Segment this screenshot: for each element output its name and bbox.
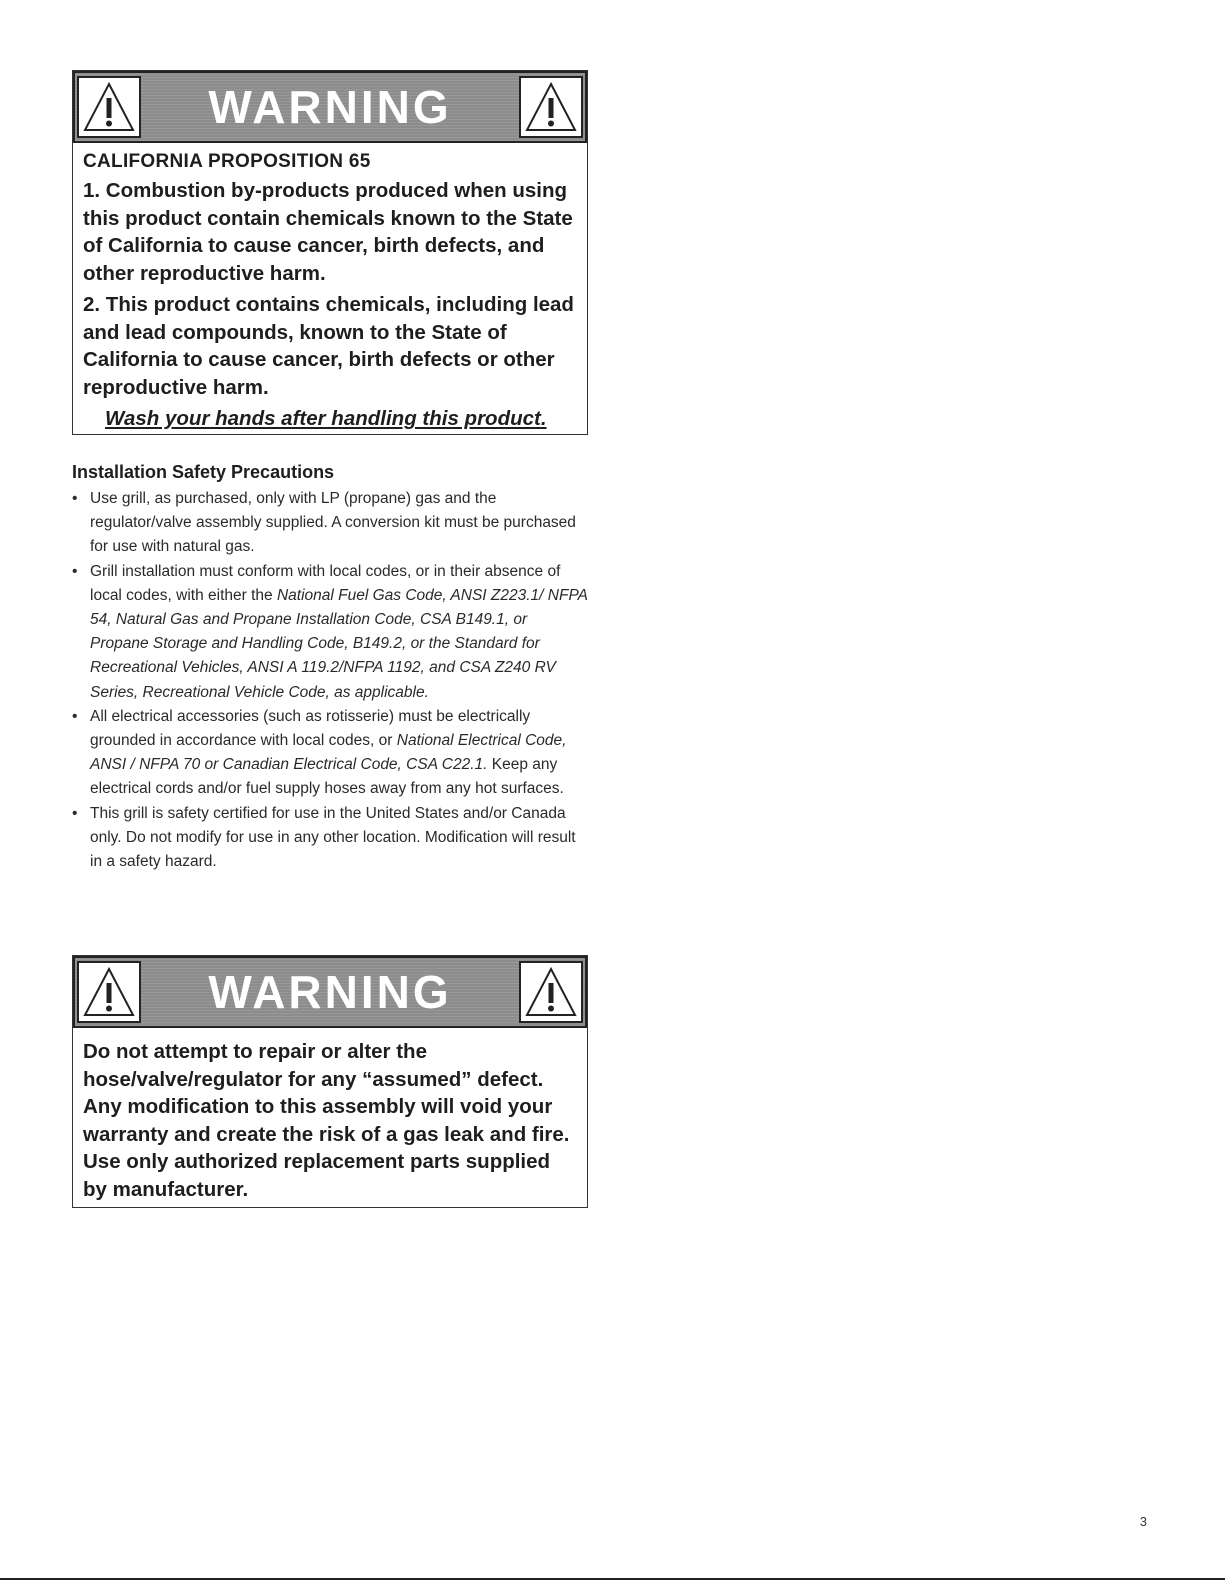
- list-item: [72, 560, 588, 705]
- list-item: [72, 802, 588, 875]
- page-number: 3: [1139, 1514, 1147, 1529]
- bullet: •: [72, 804, 78, 822]
- list-item: [72, 487, 588, 560]
- warning-triangle-icon: [519, 76, 583, 138]
- list-item-text: Keep any electrical cords and/or fuel supply hoses away from any hot surfaces.: [90, 756, 564, 798]
- warning-heading: WARNING: [208, 966, 452, 1018]
- list-item-text: All electrical accessories (such as rotisserie) must be electrically grounded in accordance with local codes, or: [90, 707, 531, 750]
- prop65-warning-box: [72, 70, 588, 435]
- page-bottom-rule: [0, 1578, 1225, 1580]
- warning-triangle-icon: [519, 961, 583, 1023]
- bullet: •: [72, 490, 78, 507]
- warning-heading: WARNING: [208, 81, 452, 133]
- list-item-text: Grill installation must conform with local codes, or in their absence of local codes, with either the: [90, 562, 561, 604]
- warning-body: [73, 1028, 587, 1215]
- prop65-title: CALIFORNIA PROPOSITION 65: [83, 151, 371, 172]
- repair-warning-box: [72, 955, 588, 1208]
- warning-triangle-icon: [77, 76, 141, 138]
- repair-warning-text: Do not attempt to repair or alter the hose/valve/regulator for any “assumed” defect. Any modification to this assembly will void your warranty and create the risk of a gas leak and fire. Use only authorized replacement parts supplied by manufacturer.: [83, 1040, 570, 1201]
- code-reference: National Electrical Code, ANSI / NFPA 70 or Canadian Electrical Code, CSA C22.1.: [90, 732, 567, 774]
- section-title: Installation Safety Precautions: [72, 462, 335, 482]
- warning-triangle-icon: [77, 961, 141, 1023]
- wash-hands-notice: Wash your hands after handling this product.: [105, 407, 547, 430]
- bullet: •: [72, 562, 78, 580]
- list-item: [72, 705, 588, 802]
- prop65-item-2: 2. This product contains chemicals, including lead and lead compounds, known to the State of California to cause cancer, birth defects or other reproductive harm.: [83, 293, 574, 399]
- precautions-list: [72, 487, 588, 874]
- prop65-item-1: 1. Combustion by-products produced when using this product contain chemicals known to the State of California to cause cancer, birth defects, and other reproductive harm.: [83, 179, 573, 285]
- warning-body: [73, 143, 587, 438]
- bullet: •: [72, 707, 78, 725]
- code-reference: National Fuel Gas Code, ANSI Z223.1/ NFPA 54, Natural Gas and Propane Installation Code, CSA B149.1, or Propane Storage and Handling Code, B149.2, or the Standard for Recreational Vehicles, ANSI A 119.2/NFPA 1192, and CSA Z240 RV Series, Recreational Vehicle Code, as applicable.: [90, 586, 588, 701]
- warning-banner: [73, 956, 587, 1028]
- warning-banner: [73, 71, 587, 143]
- installation-precautions: [72, 462, 588, 874]
- list-item-text: Use grill, as purchased, only with LP (propane) gas and the regulator/valve assembly supplied. A conversion kit must be purchased for use with natural gas.: [90, 490, 576, 556]
- list-item-text: This grill is safety certified for use in the United States and/or Canada only. Do not modify for use in any other location. Modification will result in a safety hazard.: [90, 804, 576, 871]
